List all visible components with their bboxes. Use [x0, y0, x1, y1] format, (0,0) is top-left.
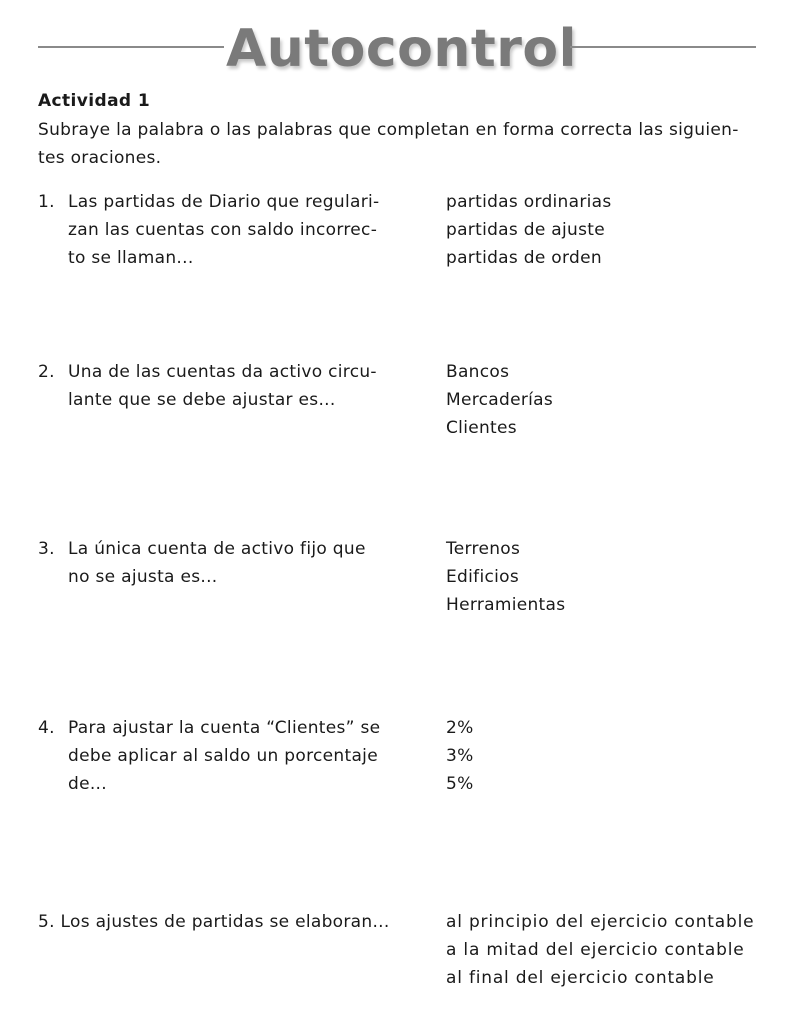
question-body: La única cuenta de activo fijo que no se ajusta es...	[68, 539, 366, 587]
question-number: 4.	[38, 718, 55, 738]
question-number: 1.	[38, 192, 55, 212]
answer-options	[446, 908, 760, 992]
question-body: Una de las cuentas da activo circu- lante que se debe ajustar es...	[68, 362, 377, 410]
page-header	[38, 14, 756, 84]
header-rule-right	[570, 46, 756, 48]
question-number: 2.	[38, 362, 55, 382]
answer-option[interactable]: Mercaderías	[446, 390, 554, 410]
answer-options	[446, 535, 760, 619]
answer-option[interactable]: Bancos	[446, 362, 510, 382]
answer-options	[446, 188, 760, 272]
answer-option[interactable]: 2%	[446, 718, 474, 738]
question-text	[38, 188, 398, 272]
answer-option[interactable]: Edificios	[446, 567, 519, 587]
answer-options	[446, 714, 760, 798]
answer-option[interactable]: a la mitad del ejercicio contable	[446, 940, 745, 960]
answer-option[interactable]: 5%	[446, 774, 474, 794]
answer-option[interactable]: partidas de ajuste	[446, 220, 606, 240]
answer-option[interactable]: partidas de orden	[446, 248, 602, 268]
question-number: 5.	[38, 912, 55, 932]
activity-title: Actividad 1	[38, 91, 151, 111]
question-inline-text: Los ajustes de partidas se elaboran...	[60, 912, 390, 932]
answer-option[interactable]: partidas ordinarias	[446, 192, 612, 212]
page-title: Autocontrol	[226, 19, 577, 79]
answer-option[interactable]: Clientes	[446, 418, 517, 438]
question-text	[38, 714, 398, 798]
answer-options	[446, 358, 760, 442]
answer-option[interactable]: al principio del ejercicio contable	[446, 912, 755, 932]
question-body	[38, 908, 398, 936]
question-body: Para ajustar la cuenta “Clientes” se debe aplicar al saldo un porcentaje de...	[68, 718, 381, 794]
question-text	[38, 358, 398, 414]
question-body: Las partidas de Diario que regulari- zan las cuentas con saldo incorrec- to se llaman...	[68, 192, 380, 268]
question-text	[38, 535, 398, 591]
answer-option[interactable]: 3%	[446, 746, 474, 766]
answer-option[interactable]: Terrenos	[446, 539, 521, 559]
header-rule-left	[38, 46, 224, 48]
answer-option[interactable]: Herramientas	[446, 595, 566, 615]
question-number: 3.	[38, 539, 55, 559]
activity-instructions: Subraye la palabra o las palabras que completan en forma correcta las siguien- tes oraciones.	[38, 120, 739, 168]
question-text	[38, 908, 398, 936]
answer-option[interactable]: al final del ejercicio contable	[446, 968, 715, 988]
